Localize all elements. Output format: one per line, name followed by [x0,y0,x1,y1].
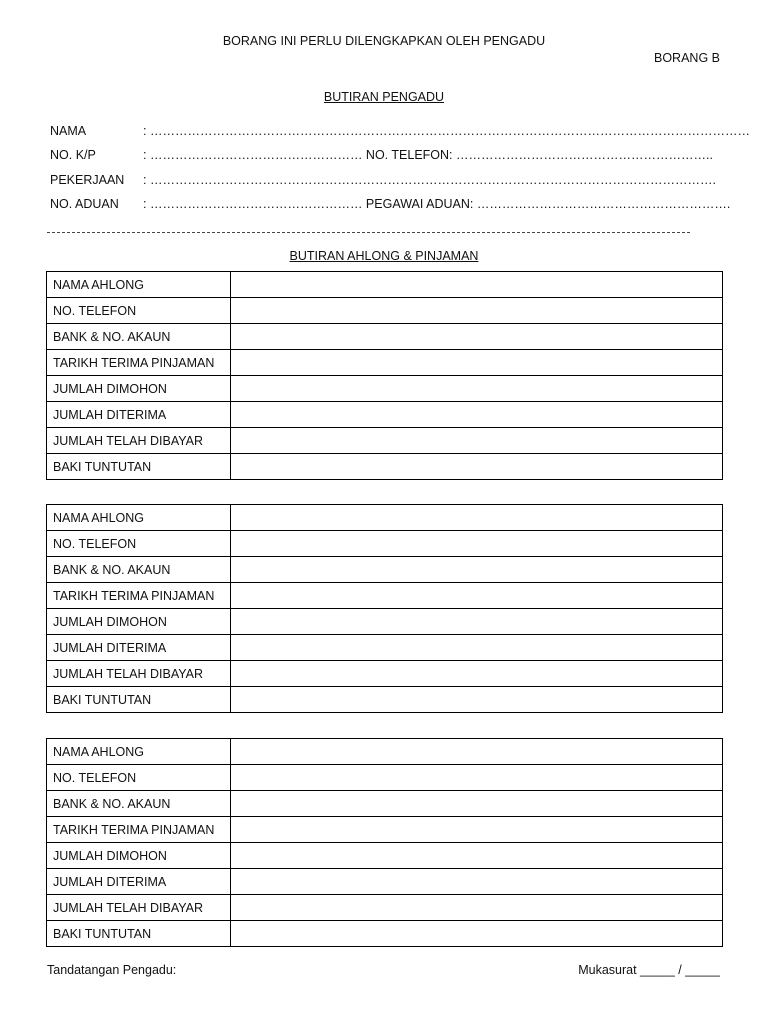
table-row [47,609,723,635]
table-row [47,531,723,557]
loan-table-3 [46,738,723,947]
row-value[interactable] [231,376,723,402]
table-row [47,921,723,947]
table-row [47,376,723,402]
row-value[interactable] [231,505,723,531]
case-label: NO. ADUAN [50,197,119,211]
form-title: BORANG INI PERLU DILENGKAPKAN OLEH PENGADU [222,34,546,48]
ic-phone-field[interactable]: : …………………………………………… NO. TELEFON: …………………………………………………….. [143,148,713,162]
row-label: JUMLAH DITERIMA [47,869,231,895]
table-row [47,557,723,583]
name-field[interactable]: : ……………………………………………………………………………………………………………………………… [143,124,750,138]
row-value[interactable] [231,843,723,869]
table-row [47,428,723,454]
loan-table-2 [46,504,723,713]
row-value[interactable] [231,454,723,480]
row-value[interactable] [231,635,723,661]
row-label: NO. TELEFON [47,298,231,324]
signature-label: Tandatangan Pengadu: [47,963,177,977]
job-label: PEKERJAAN [50,173,125,187]
row-label: JUMLAH TELAH DIBAYAR [47,428,231,454]
table-row [47,324,723,350]
row-value[interactable] [231,817,723,843]
complainant-heading: BUTIRAN PENGADU [323,90,445,104]
row-label: TARIKH TERIMA PINJAMAN [47,583,231,609]
table-row [47,635,723,661]
loan-heading: BUTIRAN AHLONG & PINJAMAN [289,249,479,263]
row-value[interactable] [231,557,723,583]
table-row [47,765,723,791]
row-value[interactable] [231,791,723,817]
row-value[interactable] [231,609,723,635]
loan-table-1 [46,271,723,480]
table-row [47,739,723,765]
row-label: TARIKH TERIMA PINJAMAN [47,817,231,843]
page-number: Mukasurat _____ / _____ [578,963,720,977]
row-label: NO. TELEFON [47,531,231,557]
section-divider [47,232,690,233]
row-label: JUMLAH DIMOHON [47,843,231,869]
row-label: BANK & NO. AKAUN [47,557,231,583]
row-label: JUMLAH DITERIMA [47,635,231,661]
row-value[interactable] [231,895,723,921]
row-label: NAMA AHLONG [47,739,231,765]
row-value[interactable] [231,661,723,687]
row-label: TARIKH TERIMA PINJAMAN [47,350,231,376]
table-row [47,272,723,298]
table-row [47,402,723,428]
row-value[interactable] [231,687,723,713]
row-label: NO. TELEFON [47,765,231,791]
row-label: BAKI TUNTUTAN [47,687,231,713]
row-label: JUMLAH TELAH DIBAYAR [47,661,231,687]
row-value[interactable] [231,869,723,895]
case-officer-field[interactable]: : …………………………………………… PEGAWAI ADUAN: ……………………………………………………. [143,197,731,211]
table-row [47,298,723,324]
table-row [47,350,723,376]
row-value[interactable] [231,765,723,791]
row-value[interactable] [231,402,723,428]
table-row [47,661,723,687]
table-row [47,843,723,869]
row-value[interactable] [231,739,723,765]
ic-label: NO. K/P [50,148,96,162]
row-value[interactable] [231,272,723,298]
row-label: NAMA AHLONG [47,505,231,531]
table-row [47,505,723,531]
row-label: JUMLAH DITERIMA [47,402,231,428]
row-label: BANK & NO. AKAUN [47,791,231,817]
row-label: BAKI TUNTUTAN [47,454,231,480]
table-row [47,454,723,480]
form-code: BORANG B [654,51,720,65]
row-label: JUMLAH DIMOHON [47,609,231,635]
name-label: NAMA [50,124,87,138]
row-value[interactable] [231,298,723,324]
job-field[interactable]: : ………………………………………………………………………………………………………………………. [143,173,716,187]
row-value[interactable] [231,583,723,609]
row-label: JUMLAH TELAH DIBAYAR [47,895,231,921]
table-row [47,791,723,817]
row-label: BANK & NO. AKAUN [47,324,231,350]
table-row [47,583,723,609]
table-row [47,817,723,843]
row-value[interactable] [231,921,723,947]
table-row [47,869,723,895]
row-label: NAMA AHLONG [47,272,231,298]
row-label: JUMLAH DIMOHON [47,376,231,402]
row-value[interactable] [231,531,723,557]
row-value[interactable] [231,324,723,350]
table-row [47,895,723,921]
row-label: BAKI TUNTUTAN [47,921,231,947]
row-value[interactable] [231,428,723,454]
table-row [47,687,723,713]
row-value[interactable] [231,350,723,376]
